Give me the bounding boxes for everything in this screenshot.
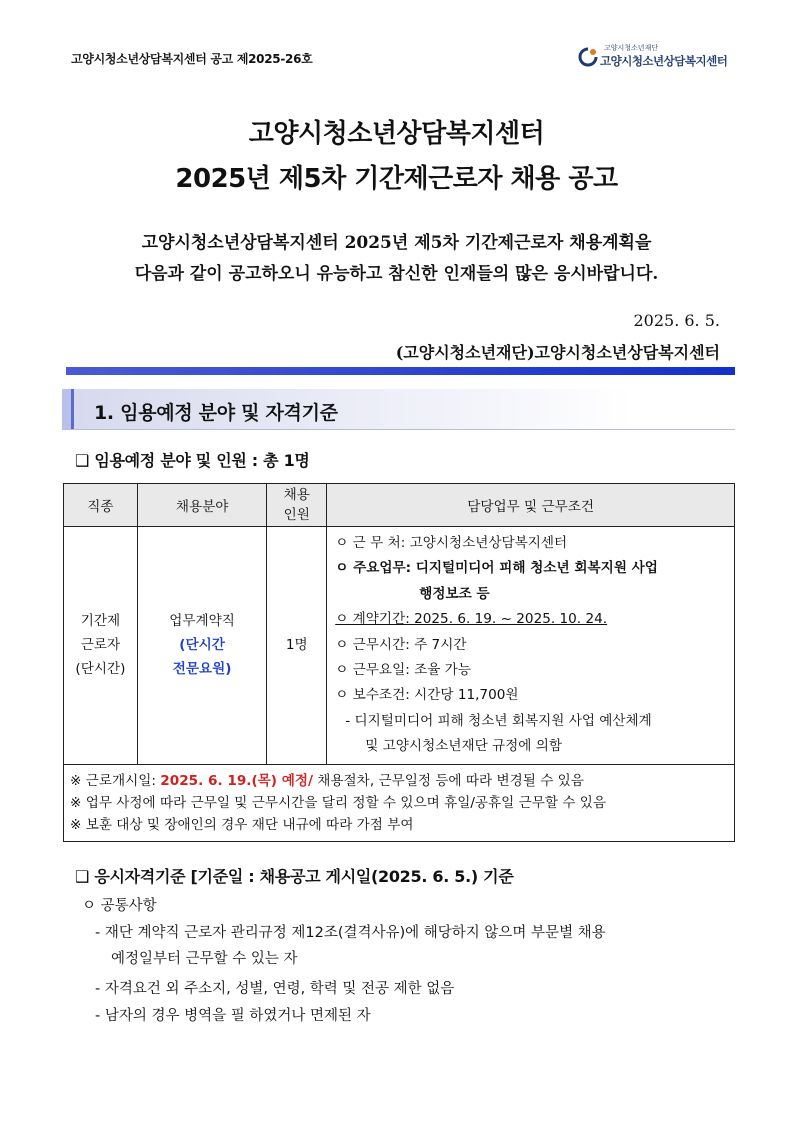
note-schedule: ※ 업무 사정에 따라 근무일 및 근무시간을 달리 정할 수 있으며 휴일/공휴일 근무할 수 있음 [70,794,607,811]
duty-main-task: ㅇ 주요업무: 디지털미디어 피해 청소년 회복지원 사업 [335,560,658,577]
divider-bar [66,367,735,375]
logo-big-text: 고양시청소년상담복지센터 [600,54,728,68]
header-duties: 담당업무 및 근무조건 [327,484,735,527]
note-bonus: ※ 보훈 대상 및 장애인의 경우 재단 내규에 따라 가점 부여 [70,816,414,833]
cell-field [137,527,267,765]
duty-pay: ㅇ 보수조건: 시간당 11,700원 [335,687,519,704]
job-type-line: (단시간) [75,661,126,678]
issuing-org: (고양시청소년재단)고양시청소년상담복지센터 [395,343,720,362]
section-title: 1. 임용예정 분야 및 자격기준 [94,402,338,424]
intro-line1: 고양시청소년상담복지센터 2025년 제5차 기간제근로자 채용계획을 [141,233,652,253]
note-start-date-highlight: 2025. 6. 19.(목) 예정/ [160,772,313,789]
recruitment-table [63,483,735,842]
note-suffix: 채용절차, 근무일정 등에 따라 변경될 수 있음 [312,772,584,789]
job-type-line: 근로자 [80,637,121,654]
section-accent [62,389,74,429]
job-type-line: 기간제 [80,613,121,630]
general-item-1: - 재단 계약직 근로자 관리규정 제12조(결격사유)에 해당하지 않으며 부문별 채용 [95,925,606,941]
field-line-highlight: 전문요원) [172,661,232,678]
header-count: 채용 인원 [267,484,327,527]
note-start-date [70,770,728,792]
duty-work-hours: ㅇ 근무시간: 주 7시간 [335,636,467,653]
notice-number: 고양시청소년상담복지센터 공고 제2025-26호 [71,52,313,66]
general-item-1-cont: 예정일부터 근무할 수 있는 자 [111,951,298,967]
table-notes-row [64,764,735,841]
cell-count: 1명 [267,527,327,765]
foundation-logo-icon [578,47,598,67]
table-header-row [64,484,735,527]
general-item-3: - 남자의 경우 병역을 필 하였거나 면제된 자 [95,1008,371,1024]
page-title-line1: 고양시청소년상담복지센터 [248,119,545,149]
field-line-highlight: (단시간 [179,637,225,654]
field-line: 업무계약직 [169,613,235,630]
subheading-positions: ❑ 임용예정 분야 및 인원 : 총 1명 [75,451,310,470]
general-item-2: - 자격요건 외 주소지, 성별, 연령, 학력 및 전공 제한 없음 [95,981,455,997]
cell-notes [64,764,735,841]
page-title-line2: 2025년 제5차 기간제근로자 채용 공고 [175,164,618,194]
duty-work-days: ㅇ 근무요일: 조율 가능 [335,662,471,679]
duty-main-task-cont: 행정보조 등 [419,585,490,602]
duty-contract-period: ㅇ 계약기간: 2025. 6. 19. ~ 2025. 10. 24. [335,611,608,628]
duty-workplace: ㅇ 근 무 처: 고양시청소년상담복지센터 [335,535,568,551]
header-field: 채용분야 [137,484,267,527]
cell-duties [327,527,735,765]
cell-job-type [64,527,138,765]
table-row [64,527,735,765]
logo-small-text: 고양시청소년재단 [604,44,659,52]
duty-pay-note-cont: 및 고양시청소년재단 규정에 의함 [365,738,563,755]
duty-pay-note: - 디지털미디어 피해 청소년 회복지원 사업 예산체계 [345,712,652,729]
intro-line2: 다음과 같이 공고하오니 유능하고 참신한 인재들의 많은 응시바랍니다. [134,264,659,284]
general-heading: ㅇ 공통사항 [82,898,157,914]
subheading-qualifications: ❑ 응시자격기준 [기준일 : 채용공고 게시일(2025. 6. 5.) 기준 [75,867,514,886]
header-job-type: 직종 [64,484,138,527]
notice-date: 2025. 6. 5. [633,311,720,330]
note-prefix: ※ 근로개시일: [70,772,161,789]
foundation-logo [578,43,728,71]
